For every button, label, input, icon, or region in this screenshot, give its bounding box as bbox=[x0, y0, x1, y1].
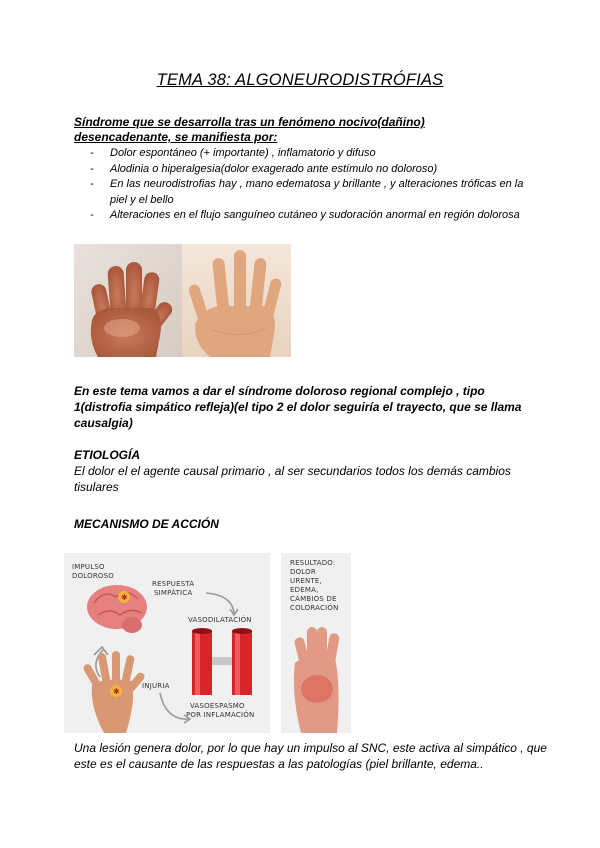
svg-text:✱: ✱ bbox=[121, 593, 128, 602]
symptom-list bbox=[90, 146, 530, 224]
diagram-label-vasospasm-2: POR INFLAMACIÓN bbox=[186, 711, 255, 719]
result-label-1: RESULTADO: bbox=[290, 559, 336, 567]
mechanism-diagram bbox=[64, 553, 270, 733]
intro-line-2: desencadenante, se manifiesta por: bbox=[74, 130, 278, 144]
result-label-3: URENTE, bbox=[290, 577, 322, 585]
swollen-hand-photo bbox=[74, 244, 182, 357]
list-item: - Alteraciones en el flujo sanguíneo cutáneo y sudoración anormal en región dolorosa bbox=[90, 208, 530, 224]
result-label-5: CAMBIOS DE bbox=[290, 595, 337, 603]
result-label-6: COLORACIÓN bbox=[290, 604, 339, 612]
etiology-text: El dolor el el agente causal primario , al ser secundarios todos los demás cambios tisulares bbox=[74, 464, 511, 494]
intro-line-1: Síndrome que se desarrolla tras un fenómeno nocivo(dañino) bbox=[74, 115, 425, 129]
etiology-heading: ETIOLOGÍA bbox=[74, 448, 140, 462]
normal-hand-photo bbox=[182, 244, 291, 357]
svg-text:✱: ✱ bbox=[113, 687, 120, 696]
list-item: - En las neurodistrofias hay , mano edematosa y brillante , y alteraciones tróficas en la piel y el bello bbox=[90, 177, 530, 208]
conclusion-text: Una lesión genera dolor, por lo que hay un impulso al SNC, este activa al simpático , que este es el causante de las respuestas a las patologías (piel brillante, edema.. bbox=[74, 741, 547, 771]
syndrome-paragraph: En este tema vamos a dar el síndrome doloroso regional complejo , tipo 1(distrofia simpático refleja)(el tipo 2 el dolor seguiría el trayecto, que se llama causalgia) bbox=[74, 384, 522, 430]
intro-text bbox=[74, 115, 544, 145]
diagram-label-impulse-2: DOLOROSO bbox=[72, 572, 114, 580]
diagram-label-sympathetic-1: RESPUESTA bbox=[152, 580, 195, 588]
result-label-4: EDEMA, bbox=[290, 586, 319, 594]
result-label-2: DOLOR bbox=[290, 568, 316, 576]
result-panel bbox=[281, 553, 351, 733]
diagram-label-vasodilation: VASODILATACIÓN bbox=[188, 616, 252, 624]
diagram-label-vasospasm-1: VASOESPASMO bbox=[190, 702, 245, 710]
diagram-label-impulse-1: IMPULSO bbox=[72, 563, 105, 571]
diagram-label-sympathetic-2: SIMPÁTICA bbox=[154, 589, 193, 597]
list-item: - Alodinia o hiperalgesia(dolor exagerado ante estímulo no doloroso) bbox=[90, 162, 530, 178]
diagram-label-injury: INJURIA bbox=[142, 682, 170, 690]
page-title: TEMA 38: ALGONEURODISTRÓFIAS bbox=[156, 71, 444, 89]
mechanism-heading: MECANISMO DE ACCIÓN bbox=[74, 517, 219, 531]
list-item: - Dolor espontáneo (+ importante) , inflamatorio y difuso bbox=[90, 146, 530, 162]
